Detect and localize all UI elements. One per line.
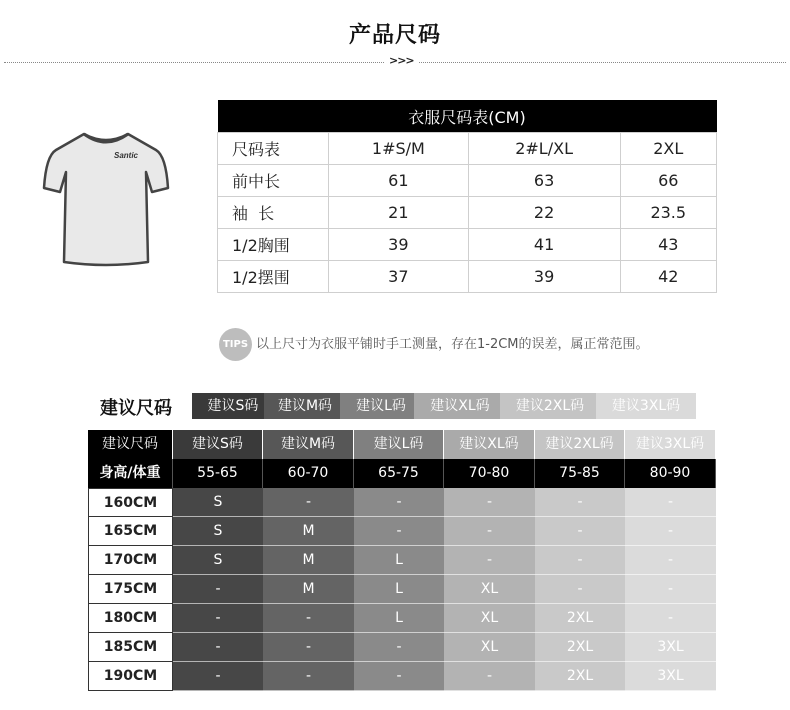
row-label: 170CM bbox=[88, 546, 173, 575]
row-label: 袖 长 bbox=[218, 197, 329, 229]
table-cell: M bbox=[263, 546, 354, 575]
recommend-label: 建议尺码 bbox=[100, 398, 172, 419]
table-cell: - bbox=[444, 662, 535, 691]
row-label: 175CM bbox=[88, 575, 173, 604]
table-cell: 2XL bbox=[535, 662, 625, 691]
header-cell: 建议L码 bbox=[354, 430, 444, 459]
table-cell: 43 bbox=[620, 229, 717, 261]
table-cell: 3XL bbox=[625, 662, 716, 691]
table-cell: 21 bbox=[329, 197, 469, 229]
table-cell: 61 bbox=[329, 165, 469, 197]
row-label: 180CM bbox=[88, 604, 173, 633]
table-cell: 37 bbox=[329, 261, 469, 293]
table-cell: 22 bbox=[468, 197, 620, 229]
header-cell: 尺码表 bbox=[218, 133, 329, 165]
table-row bbox=[218, 165, 717, 197]
table-cell: - bbox=[625, 604, 716, 633]
table-cell: 39 bbox=[329, 229, 469, 261]
weight-cell: 80-90 bbox=[625, 459, 716, 488]
weight-cell: 65-75 bbox=[354, 459, 444, 488]
tshirt-illustration bbox=[40, 128, 172, 268]
table-cell: - bbox=[263, 633, 354, 662]
table-cell: 63 bbox=[468, 165, 620, 197]
legend-2xl: 建议2XL码 bbox=[500, 393, 600, 419]
table-cell: - bbox=[535, 517, 625, 546]
table-cell: 66 bbox=[620, 165, 717, 197]
table-cell: - bbox=[263, 604, 354, 633]
size-chart-title: 衣服尺码表(CM) bbox=[218, 100, 717, 133]
header-cell: 1#S/M bbox=[329, 133, 469, 165]
table-cell: S bbox=[173, 517, 263, 546]
shirt-logo: Santic bbox=[114, 151, 139, 160]
page-title: 产品尺码 bbox=[348, 23, 441, 48]
table-cell: XL bbox=[444, 604, 535, 633]
table-cell: 42 bbox=[620, 261, 717, 293]
header-cell: 建议尺码 bbox=[88, 430, 173, 459]
table-cell: 39 bbox=[468, 261, 620, 293]
header-cell: 建议3XL码 bbox=[625, 430, 716, 459]
tips-text: 以上尺寸为衣服平铺时手工测量，存在1-2CM的误差，属正常范围。 bbox=[256, 337, 649, 352]
table-cell: M bbox=[263, 575, 354, 604]
header-cell: 建议2XL码 bbox=[535, 430, 625, 459]
table-cell: - bbox=[444, 517, 535, 546]
row-label: 1/2摆围 bbox=[218, 261, 329, 293]
table-cell: - bbox=[263, 488, 354, 517]
header-cell: 建议XL码 bbox=[444, 430, 535, 459]
table-cell: - bbox=[625, 517, 716, 546]
table-cell: - bbox=[354, 488, 444, 517]
table-cell: S bbox=[173, 546, 263, 575]
row-label: 165CM bbox=[88, 517, 173, 546]
table-cell: - bbox=[173, 633, 263, 662]
table-cell: L bbox=[354, 604, 444, 633]
legend-3xl: 建议3XL码 bbox=[596, 393, 696, 419]
divider-arrows: >>> bbox=[385, 54, 418, 67]
size-chart-header bbox=[218, 133, 717, 165]
header-cell: 2#L/XL bbox=[468, 133, 620, 165]
tips-badge: TIPS bbox=[219, 328, 252, 361]
header-cell: 建议S码 bbox=[173, 430, 263, 459]
table-row bbox=[218, 229, 717, 261]
table-cell: - bbox=[173, 662, 263, 691]
table-cell: - bbox=[535, 575, 625, 604]
table-row bbox=[218, 197, 717, 229]
header-cell: 2XL bbox=[620, 133, 717, 165]
row-label: 前中长 bbox=[218, 165, 329, 197]
table-cell: 3XL bbox=[625, 633, 716, 662]
table-cell: L bbox=[354, 575, 444, 604]
legend-m: 建议M码 bbox=[264, 393, 346, 419]
legend-s: 建议S码 bbox=[192, 393, 274, 419]
table-cell: 2XL bbox=[535, 633, 625, 662]
row-label: 160CM bbox=[88, 488, 173, 517]
row-label: 185CM bbox=[88, 633, 173, 662]
table-cell: - bbox=[625, 546, 716, 575]
table-cell: XL bbox=[444, 575, 535, 604]
table-cell: 2XL bbox=[535, 604, 625, 633]
table-cell: S bbox=[173, 488, 263, 517]
table-cell: - bbox=[444, 546, 535, 575]
table-cell: - bbox=[625, 575, 716, 604]
table-cell: - bbox=[354, 517, 444, 546]
table-cell: - bbox=[173, 575, 263, 604]
legend-l: 建议L码 bbox=[340, 393, 422, 419]
table-row bbox=[218, 261, 717, 293]
table-cell: - bbox=[354, 662, 444, 691]
table-cell: - bbox=[535, 546, 625, 575]
table-cell: - bbox=[354, 633, 444, 662]
table-cell: 23.5 bbox=[620, 197, 717, 229]
table-cell: L bbox=[354, 546, 444, 575]
weight-cell: 75-85 bbox=[535, 459, 625, 488]
table-cell: - bbox=[173, 604, 263, 633]
weight-cell: 70-80 bbox=[444, 459, 535, 488]
table-cell: - bbox=[535, 488, 625, 517]
table-cell: XL bbox=[444, 633, 535, 662]
recommend-table bbox=[88, 430, 716, 691]
row-label: 身高/体重 bbox=[88, 459, 173, 488]
row-label: 1/2胸围 bbox=[218, 229, 329, 261]
table-cell: - bbox=[444, 488, 535, 517]
table-cell: M bbox=[263, 517, 354, 546]
table-cell: - bbox=[625, 488, 716, 517]
header-cell: 建议M码 bbox=[263, 430, 354, 459]
weight-cell: 55-65 bbox=[173, 459, 263, 488]
row-label: 190CM bbox=[88, 662, 173, 691]
table-cell: - bbox=[263, 662, 354, 691]
weight-cell: 60-70 bbox=[263, 459, 354, 488]
legend-xl: 建议XL码 bbox=[414, 393, 506, 419]
size-chart-table bbox=[217, 100, 717, 293]
table-cell: 41 bbox=[468, 229, 620, 261]
